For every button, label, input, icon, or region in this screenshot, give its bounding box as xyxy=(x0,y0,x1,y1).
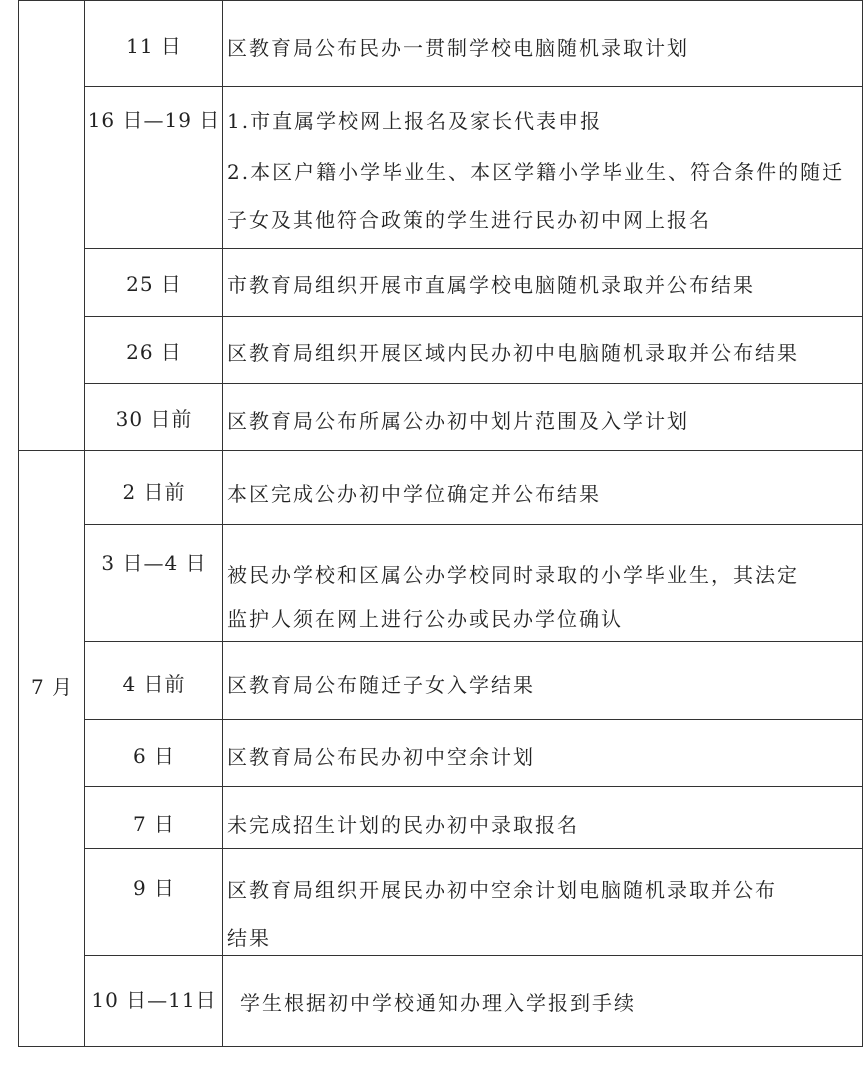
event-text: 监护人须在网上进行公办或民办学位确认 xyxy=(227,607,623,631)
row-divider xyxy=(84,955,863,956)
event-text: 结果 xyxy=(227,926,271,950)
date-cell: 16 日—19 日 xyxy=(87,108,221,132)
event-text: 2.本区户籍小学毕业生、本区学籍小学毕业生、符合条件的随迁 xyxy=(227,160,845,184)
date-cell: 2 日前 xyxy=(122,480,186,504)
date-cell: 9 日 xyxy=(132,876,176,900)
event-text: 区教育局公布随迁子女入学结果 xyxy=(227,673,535,697)
table-border-top xyxy=(18,0,863,1)
row-divider xyxy=(84,248,863,249)
date-cell: 10 日—11日 xyxy=(91,988,217,1012)
table-border-bottom xyxy=(18,1046,863,1047)
table-border-left xyxy=(18,0,19,1047)
row-divider xyxy=(84,848,863,849)
row-divider xyxy=(84,641,863,642)
row-divider xyxy=(84,786,863,787)
event-text: 区教育局公布民办一贯制学校电脑随机录取计划 xyxy=(227,36,689,60)
date-cell: 6 日 xyxy=(132,744,176,768)
row-divider xyxy=(84,524,863,525)
event-text: 1.市直属学校网上报名及家长代表申报 xyxy=(227,109,603,133)
event-text: 本区完成公办初中学位确定并公布结果 xyxy=(227,482,601,506)
row-divider xyxy=(84,719,863,720)
event-text: 被民办学校和区属公办学校同时录取的小学毕业生，其法定 xyxy=(227,563,799,587)
month-label-july: 7 月 xyxy=(30,675,74,699)
month-divider xyxy=(18,450,863,451)
date-cell: 3 日—4 日 xyxy=(101,551,207,575)
date-cell: 30 日前 xyxy=(115,407,193,431)
event-text: 学生根据初中学校通知办理入学报到手续 xyxy=(240,991,636,1015)
event-text: 市教育局组织开展市直属学校电脑随机录取并公布结果 xyxy=(227,273,755,297)
event-text: 未完成招生计划的民办初中录取报名 xyxy=(227,813,579,837)
date-cell: 26 日 xyxy=(126,340,182,364)
event-text: 子女及其他符合政策的学生进行民办初中网上报名 xyxy=(227,208,711,232)
event-text: 区教育局组织开展民办初中空余计划电脑随机录取并公布 xyxy=(227,878,777,902)
event-text: 区教育局公布民办初中空余计划 xyxy=(227,745,535,769)
date-cell: 11 日 xyxy=(126,34,182,58)
date-cell: 7 日 xyxy=(132,812,176,836)
event-text: 区教育局公布所属公办初中划片范围及入学计划 xyxy=(227,409,689,433)
row-divider xyxy=(84,316,863,317)
row-divider xyxy=(84,383,863,384)
event-text: 区教育局组织开展区域内民办初中电脑随机录取并公布结果 xyxy=(227,341,799,365)
date-cell: 4 日前 xyxy=(122,672,186,696)
row-divider xyxy=(84,86,863,87)
date-cell: 25 日 xyxy=(126,272,182,296)
